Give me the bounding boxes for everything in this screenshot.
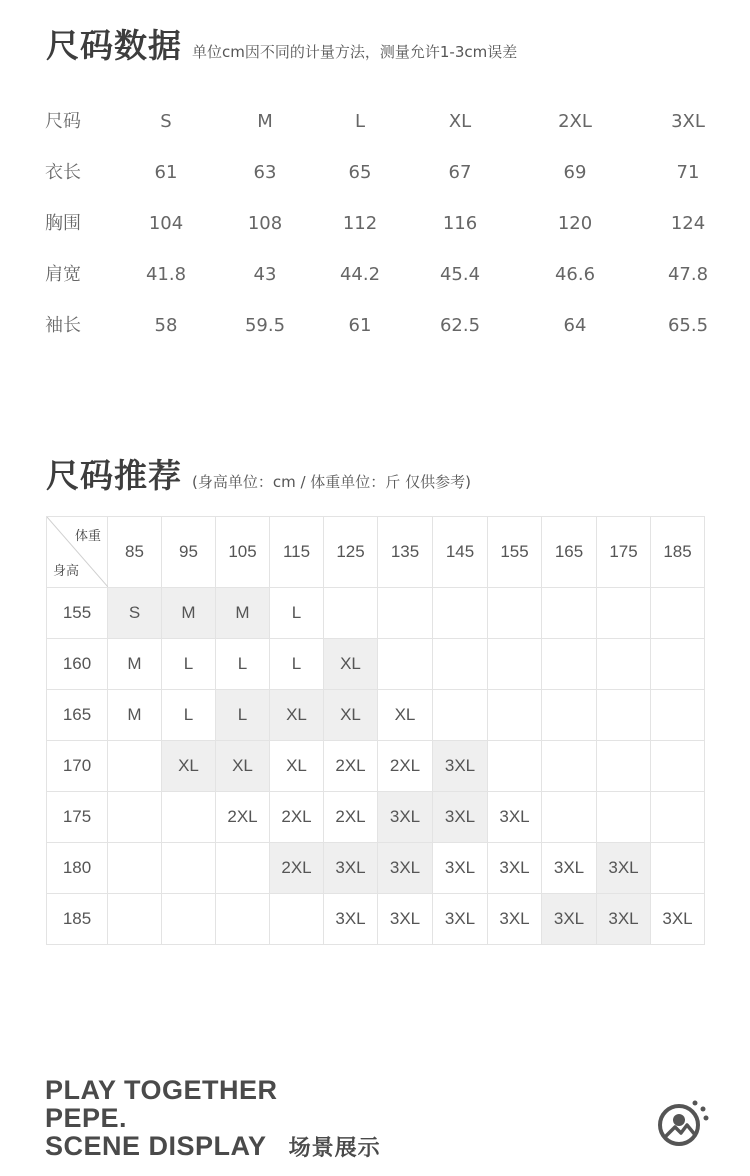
size-recommend-cell: 3XL [651,894,705,945]
size-recommend-cell: M [216,588,270,639]
weight-header-cell: 165 [542,517,597,588]
size-recommend-table [46,516,705,945]
size-recommend-cell [488,588,542,639]
size-recommend-cell: L [270,588,324,639]
weight-header-cell: 105 [216,517,270,588]
size-data-cell: 46.6 [554,264,596,285]
size-recommend-cell [597,639,651,690]
height-row [47,843,705,894]
size-recommend-cell: 2XL [378,741,433,792]
size-data-cell: L [354,111,366,132]
size-recommend-cell: 3XL [488,894,542,945]
size-data-cell: 124 [670,213,706,234]
size-data-row-label: 胸围 [45,213,81,234]
size-recommend-cell: XL [270,741,324,792]
height-row [47,741,705,792]
size-data-row-label: 衣长 [45,162,81,183]
size-recommend-cell: 3XL [488,843,542,894]
height-label-cell: 165 [47,690,108,741]
size-recommend-cell [651,741,705,792]
weight-header-cell: 185 [651,517,705,588]
size-recommend-cell [216,894,270,945]
size-recommend-cell [108,894,162,945]
size-recommend-cell [488,741,542,792]
size-recommend-cell: 2XL [216,792,270,843]
size-data-cell: 69 [563,162,587,183]
size-data-cell: XL [448,111,472,132]
footer-line-3: SCENE DISPLAY [45,1131,267,1161]
weight-header-cell: 155 [488,517,542,588]
size-recommend-cell: 3XL [433,741,488,792]
size-recommend-cell [433,588,488,639]
size-recommend-cell: 3XL [542,843,597,894]
weight-header-cell: 115 [270,517,324,588]
size-data-cell: 108 [247,213,283,234]
size-data-cell: 64 [563,315,587,336]
size-recommend-cell [378,639,433,690]
size-data-cell: 63 [253,162,277,183]
size-recommend-cell [270,894,324,945]
size-data-row [0,260,750,290]
size-recommend-cell [597,741,651,792]
size-recommend-cell: 3XL [597,843,651,894]
size-recommend-cell: 3XL [433,843,488,894]
size-recommend-cell: 3XL [324,894,378,945]
size-recommend-cell: 3XL [433,894,488,945]
size-recommend-cell: XL [216,741,270,792]
size-recommend-cell: 3XL [324,843,378,894]
weight-header-cell: 145 [433,517,488,588]
size-data-cell: 59.5 [244,315,286,336]
size-data-row [0,107,750,137]
size-recommend-cell: L [270,639,324,690]
size-data-cell: 65.5 [667,315,709,336]
footer-cn-label: 场景展示 [288,1136,381,1161]
size-recommend-cell [433,690,488,741]
size-recommend-cell [597,792,651,843]
size-recommend-cell [651,588,705,639]
size-recommend-cell: 3XL [378,894,433,945]
size-recommend-title: 尺码推荐 [46,456,182,495]
size-data-cell: 61 [154,162,178,183]
size-data-row-label: 袖长 [45,315,81,336]
size-recommend-cell [108,792,162,843]
size-recommend-cell: XL [324,639,378,690]
weight-header-cell: 175 [597,517,651,588]
height-row [47,639,705,690]
size-data-row [0,311,750,341]
size-data-cell: 41.8 [145,264,187,285]
size-recommend-cell: S [108,588,162,639]
size-recommend-note: (身高单位：cm / 体重单位：斤 仅供参考) [192,473,471,491]
size-data-row [0,158,750,188]
size-recommend-cell [542,690,597,741]
height-row [47,792,705,843]
size-recommend-cell: 3XL [488,792,542,843]
size-data-cell: 2XL [558,111,592,132]
size-recommend-cell: 3XL [542,894,597,945]
size-data-cell: 116 [442,213,478,234]
size-data-cell: 120 [557,213,593,234]
corner-cell [47,517,108,588]
size-recommend-cell [378,588,433,639]
size-recommend-cell: XL [378,690,433,741]
size-recommend-cell: L [216,639,270,690]
size-data-title-block [46,20,517,67]
footer-line-3-wrap [45,1132,381,1163]
size-recommend-cell: 3XL [433,792,488,843]
height-label-cell: 170 [47,741,108,792]
size-recommend-cell: 2XL [270,792,324,843]
size-recommend-cell [542,639,597,690]
size-recommend-cell [488,690,542,741]
height-label-cell: 175 [47,792,108,843]
size-data-note: 单位cm因不同的计量方法，测量允许1-3cm误差 [192,43,518,61]
height-label-cell: 160 [47,639,108,690]
size-data-row [0,209,750,239]
size-data-cell: 45.4 [439,264,481,285]
size-data-cell: M [257,111,273,132]
size-recommend-cell [542,588,597,639]
height-row [47,588,705,639]
corner-height-label: 身高 [53,563,80,578]
size-recommend-cell [651,843,705,894]
size-recommend-cell [488,639,542,690]
size-recommend-cell: 3XL [378,843,433,894]
footer-line-1: PLAY TOGETHER [45,1075,278,1105]
size-data-cell: 67 [448,162,472,183]
weight-header-cell: 85 [108,517,162,588]
corner-weight-label: 体重 [74,528,101,543]
size-recommend-cell: 2XL [324,741,378,792]
size-data-cell: 58 [154,315,178,336]
size-data-cell: 71 [676,162,700,183]
size-data-row-label: 尺码 [45,111,81,132]
size-data-cell: 112 [342,213,378,234]
size-recommend-cell [542,741,597,792]
size-recommend-cell: M [108,690,162,741]
size-recommend-cell [216,843,270,894]
height-label-cell: 180 [47,843,108,894]
height-label-cell: 155 [47,588,108,639]
size-recommend-cell [651,792,705,843]
size-data-row-label: 肩宽 [45,264,81,285]
footer-line-2: PEPE. [45,1103,128,1133]
weight-header-cell: 135 [378,517,433,588]
size-data-cell: 43 [253,264,277,285]
size-recommend-cell: XL [324,690,378,741]
weight-header-row [47,517,705,588]
size-data-cell: 62.5 [439,315,481,336]
size-recommend-cell [324,588,378,639]
size-recommend-cell: L [162,639,216,690]
sun-mountain-logo-icon [655,1098,709,1146]
size-recommend-cell [651,690,705,741]
size-recommend-cell [597,690,651,741]
size-recommend-cell [542,792,597,843]
size-recommend-cell [433,639,488,690]
size-recommend-cell [162,843,216,894]
size-recommend-cell: L [216,690,270,741]
size-data-cell: S [160,111,172,132]
weight-header-cell: 95 [162,517,216,588]
size-recommend-title-block [46,450,471,497]
weight-header-cell: 125 [324,517,378,588]
size-data-cell: 44.2 [339,264,381,285]
size-recommend-cell: XL [162,741,216,792]
size-recommend-cell: 2XL [324,792,378,843]
size-data-cell: 104 [148,213,184,234]
size-recommend-cell [162,792,216,843]
size-recommend-cell [162,894,216,945]
size-recommend-cell: XL [270,690,324,741]
size-recommend-cell: M [162,588,216,639]
size-data-cell: 3XL [671,111,705,132]
size-recommend-cell [108,741,162,792]
size-data-cell: 65 [348,162,372,183]
height-label-cell: 185 [47,894,108,945]
size-recommend-cell: L [162,690,216,741]
footer [45,1076,381,1163]
size-recommend-cell: 2XL [270,843,324,894]
size-recommend-cell [651,639,705,690]
size-recommend-cell: 3XL [597,894,651,945]
size-recommend-cell: 3XL [378,792,433,843]
size-data-cell: 61 [348,315,372,336]
size-data-title: 尺码数据 [46,26,182,65]
height-row [47,690,705,741]
size-recommend-cell: M [108,639,162,690]
height-row [47,894,705,945]
size-recommend-cell [108,843,162,894]
size-recommend-cell [597,588,651,639]
size-data-cell: 47.8 [667,264,709,285]
